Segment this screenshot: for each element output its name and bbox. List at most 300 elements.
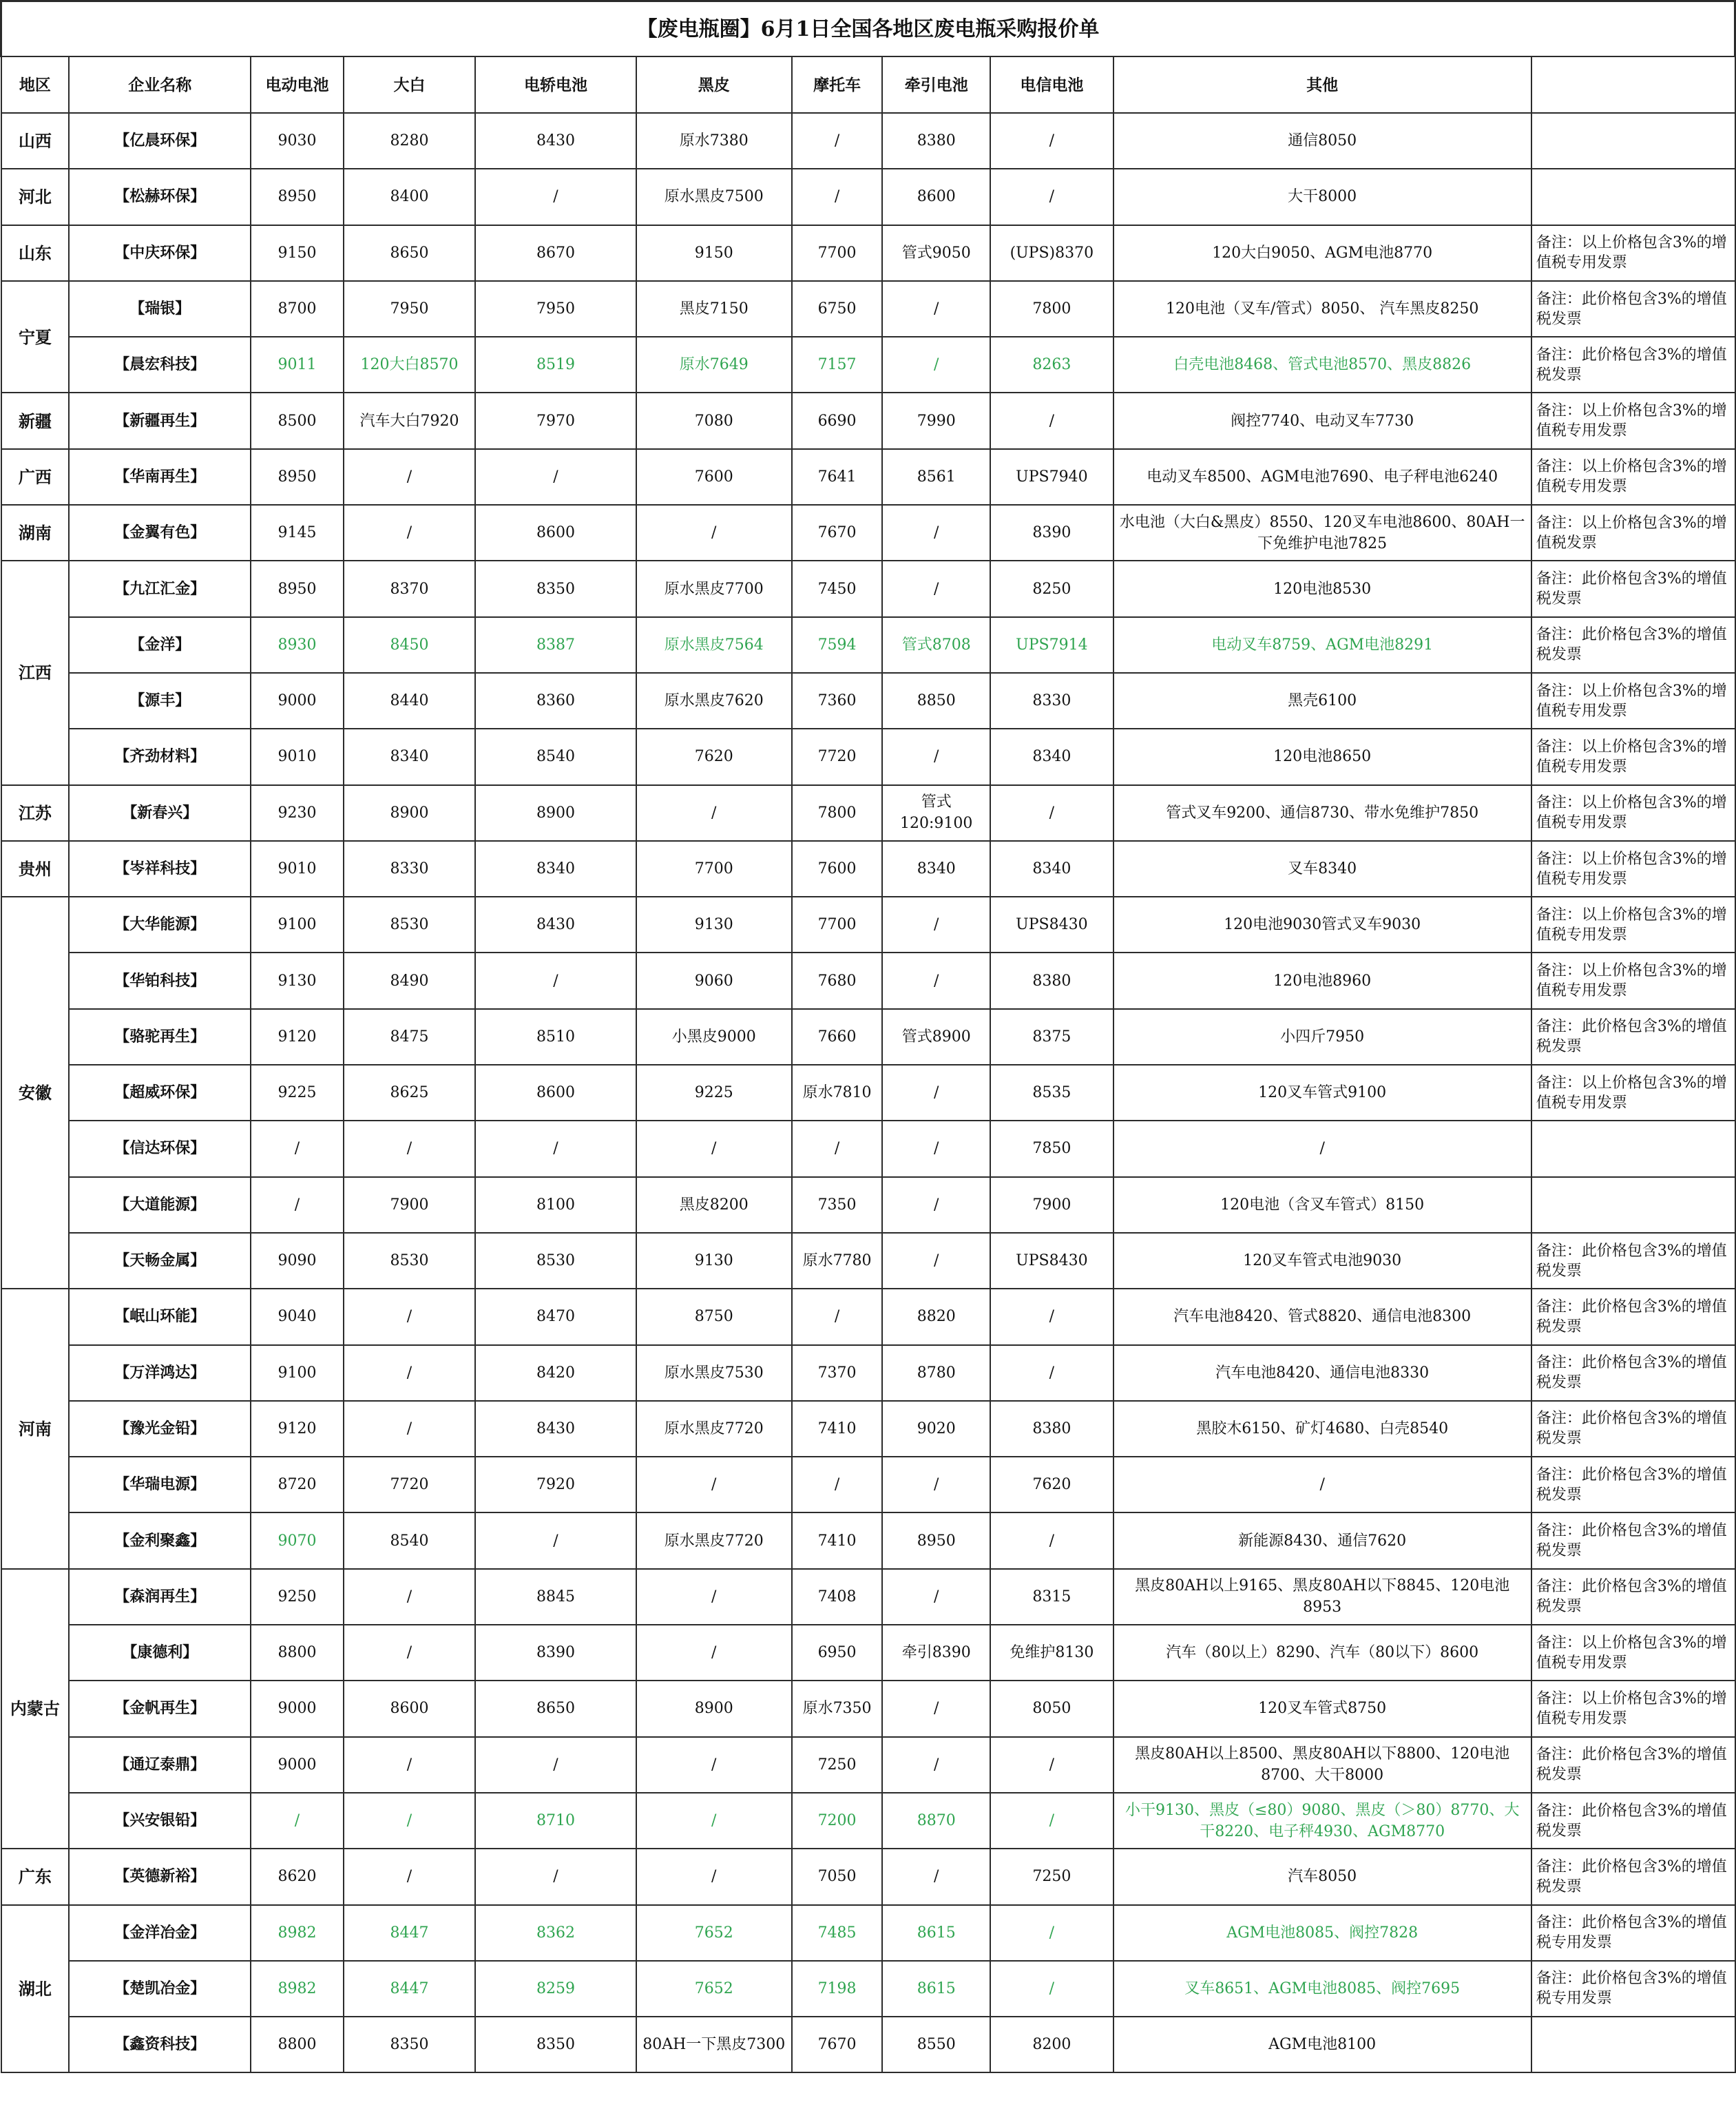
black-case-price: 9150 (636, 225, 792, 281)
car-battery-price: 8470 (475, 1289, 636, 1344)
other-prices: 汽车电池8420、通信电池8330 (1113, 1345, 1531, 1401)
black-case-price: 黑皮7150 (636, 281, 792, 337)
traction-battery-price: / (882, 1233, 990, 1289)
black-case-price: / (636, 1737, 792, 1793)
black-case-price: 原水黑皮7700 (636, 561, 792, 616)
header-other: 其他 (1113, 56, 1531, 113)
traction-battery-price: / (882, 337, 990, 393)
car-battery-price: 8340 (475, 841, 636, 897)
company-name: 【齐劲材料】 (69, 729, 251, 784)
company-name: 【兴安银铅】 (69, 1793, 251, 1849)
company-name: 【金洋冶金】 (69, 1905, 251, 1961)
telecom-battery-price: 8535 (990, 1065, 1113, 1121)
white-case-price: 8490 (344, 953, 476, 1008)
car-battery-price: 8670 (475, 225, 636, 281)
motorcycle-price: 7720 (792, 729, 882, 784)
motorcycle-price: / (792, 113, 882, 169)
car-battery-price: 8259 (475, 1961, 636, 2017)
header-row (1, 56, 1735, 113)
region-cell: 河北 (1, 169, 70, 225)
note: 备注：此价格包含3%的增值税发票 (1531, 337, 1735, 393)
motorcycle-price: 6750 (792, 281, 882, 337)
other-prices: 黑皮80AH以上9165、黑皮80AH以下8845、120电池8953 (1113, 1569, 1531, 1625)
white-case-price: / (344, 1849, 476, 1904)
car-battery-price: / (475, 1512, 636, 1568)
black-case-price: 原水7380 (636, 113, 792, 169)
telecom-battery-price: / (990, 113, 1113, 169)
traction-battery-price: 管式9050 (882, 225, 990, 281)
white-case-price: / (344, 1121, 476, 1176)
table-row (1, 1345, 1735, 1401)
telecom-battery-price: 7850 (990, 1121, 1113, 1176)
note: 备注：以上价格包含3%的增值税专用发票 (1531, 1625, 1735, 1681)
motorcycle-price: 7408 (792, 1569, 882, 1625)
other-prices: 黑壳6100 (1113, 673, 1531, 729)
ev-battery-price: 8982 (251, 1905, 344, 1961)
table-row (1, 617, 1735, 673)
table-row (1, 1457, 1735, 1512)
black-case-price: 原水黑皮7564 (636, 617, 792, 673)
motorcycle-price: 7198 (792, 1961, 882, 2017)
note (1531, 169, 1735, 225)
note (1531, 1121, 1735, 1176)
table-row (1, 897, 1735, 953)
traction-battery-price: / (882, 561, 990, 616)
company-name: 【骆驼再生】 (69, 1009, 251, 1065)
company-name: 【金帆再生】 (69, 1681, 251, 1736)
other-prices: 120电池9030管式叉车9030 (1113, 897, 1531, 953)
black-case-price: 7700 (636, 841, 792, 897)
ev-battery-price: 9100 (251, 1345, 344, 1401)
table-row (1, 1289, 1735, 1344)
region-cell: 江苏 (1, 785, 70, 841)
other-prices: 汽车8050 (1113, 1849, 1531, 1904)
traction-battery-price: / (882, 1121, 990, 1176)
white-case-price: / (344, 505, 476, 561)
white-case-price: / (344, 449, 476, 505)
company-name: 【金利聚鑫】 (69, 1512, 251, 1568)
ev-battery-price: 9150 (251, 225, 344, 281)
ev-battery-price: 9120 (251, 1401, 344, 1457)
ev-battery-price: 8500 (251, 393, 344, 448)
motorcycle-price: 原水7810 (792, 1065, 882, 1121)
car-battery-price: 8845 (475, 1569, 636, 1625)
motorcycle-price: 原水7350 (792, 1681, 882, 1736)
telecom-battery-price: / (990, 1345, 1113, 1401)
motorcycle-price: / (792, 1457, 882, 1512)
header-company: 企业名称 (69, 56, 251, 113)
ev-battery-price: 8950 (251, 561, 344, 616)
car-battery-price: 8510 (475, 1009, 636, 1065)
telecom-battery-price: / (990, 169, 1113, 225)
car-battery-price: 8530 (475, 1233, 636, 1289)
traction-battery-price: 8870 (882, 1793, 990, 1849)
traction-battery-price: / (882, 1457, 990, 1512)
company-name: 【源丰】 (69, 673, 251, 729)
region-cell: 河南 (1, 1289, 70, 1568)
region-cell: 山西 (1, 113, 70, 169)
ev-battery-price: 9145 (251, 505, 344, 561)
company-name: 【岷山环能】 (69, 1289, 251, 1344)
other-prices: 120电池（含叉车管式）8150 (1113, 1177, 1531, 1233)
black-case-price: / (636, 1793, 792, 1849)
header-region: 地区 (1, 56, 70, 113)
company-name: 【晨宏科技】 (69, 337, 251, 393)
car-battery-price: 8390 (475, 1625, 636, 1681)
traction-battery-price: 8820 (882, 1289, 990, 1344)
traction-battery-price: / (882, 897, 990, 953)
traction-battery-price: 管式8900 (882, 1009, 990, 1065)
black-case-price: 原水黑皮7500 (636, 169, 792, 225)
telecom-battery-price: / (990, 1737, 1113, 1793)
note: 备注：以上价格包含3%的增值税发票 (1531, 505, 1735, 561)
ev-battery-price: 8720 (251, 1457, 344, 1512)
other-prices: 小四斤7950 (1113, 1009, 1531, 1065)
header-car-battery: 电轿电池 (475, 56, 636, 113)
table-row (1, 1849, 1735, 1904)
black-case-price: 原水黑皮7720 (636, 1512, 792, 1568)
other-prices: 120叉车管式9100 (1113, 1065, 1531, 1121)
other-prices: 120电池（叉车/管式）8050、 汽车黑皮8250 (1113, 281, 1531, 337)
note: 备注：以上价格包含3%的增值税专用发票 (1531, 841, 1735, 897)
car-battery-price: / (475, 953, 636, 1008)
ev-battery-price: 9040 (251, 1289, 344, 1344)
white-case-price: 120大白8570 (344, 337, 476, 393)
ev-battery-price: 8700 (251, 281, 344, 337)
motorcycle-price: 6690 (792, 393, 882, 448)
ev-battery-price: 8950 (251, 169, 344, 225)
black-case-price: 小黑皮9000 (636, 1009, 792, 1065)
traction-battery-price: 8550 (882, 2017, 990, 2072)
note: 备注：此价格包含3%的增值税发票 (1531, 1793, 1735, 1849)
company-name: 【森润再生】 (69, 1569, 251, 1625)
company-name: 【瑞银】 (69, 281, 251, 337)
car-battery-price: 8100 (475, 1177, 636, 1233)
telecom-battery-price: 8380 (990, 1401, 1113, 1457)
ev-battery-price: 9250 (251, 1569, 344, 1625)
white-case-price: 7900 (344, 1177, 476, 1233)
black-case-price: / (636, 1121, 792, 1176)
telecom-battery-price: 8340 (990, 729, 1113, 784)
table-row (1, 1793, 1735, 1849)
company-name: 【信达环保】 (69, 1121, 251, 1176)
black-case-price: 原水7649 (636, 337, 792, 393)
telecom-battery-price: 8330 (990, 673, 1113, 729)
table-row (1, 225, 1735, 281)
car-battery-price: / (475, 449, 636, 505)
ev-battery-price: 9130 (251, 953, 344, 1008)
ev-battery-price: 9120 (251, 1009, 344, 1065)
black-case-price: 8900 (636, 1681, 792, 1736)
table-row (1, 281, 1735, 337)
traction-battery-price: 8340 (882, 841, 990, 897)
ev-battery-price: 9225 (251, 1065, 344, 1121)
table-row (1, 841, 1735, 897)
table-row (1, 337, 1735, 393)
traction-battery-price: / (882, 1065, 990, 1121)
ev-battery-price: 9230 (251, 785, 344, 841)
car-battery-price: 8350 (475, 561, 636, 616)
traction-battery-price: / (882, 505, 990, 561)
telecom-battery-price: / (990, 393, 1113, 448)
ev-battery-price: / (251, 1177, 344, 1233)
company-name: 【康德利】 (69, 1625, 251, 1681)
ev-battery-price: 9070 (251, 1512, 344, 1568)
other-prices: 电动叉车8500、AGM电池7690、电子秤电池6240 (1113, 449, 1531, 505)
other-prices: 叉车8651、AGM电池8085、阀控7695 (1113, 1961, 1531, 2017)
black-case-price: / (636, 1849, 792, 1904)
car-battery-price: 7920 (475, 1457, 636, 1512)
telecom-battery-price: / (990, 1289, 1113, 1344)
white-case-price: 7950 (344, 281, 476, 337)
other-prices: 阀控7740、电动叉车7730 (1113, 393, 1531, 448)
telecom-battery-price: 7250 (990, 1849, 1113, 1904)
car-battery-price: 8420 (475, 1345, 636, 1401)
motorcycle-price: 7450 (792, 561, 882, 616)
telecom-battery-price: UPS8430 (990, 897, 1113, 953)
traction-battery-price: / (882, 1681, 990, 1736)
company-name: 【新疆再生】 (69, 393, 251, 448)
white-case-price: 8900 (344, 785, 476, 841)
black-case-price: 7620 (636, 729, 792, 784)
region-cell: 山东 (1, 225, 70, 281)
white-case-price: 8600 (344, 1681, 476, 1736)
traction-battery-price: 8950 (882, 1512, 990, 1568)
other-prices: 小干9130、黑皮（≤80）9080、黑皮（＞80）8770、大干8220、电子秤4930、AGM8770 (1113, 1793, 1531, 1849)
traction-battery-price: 7990 (882, 393, 990, 448)
region-cell: 湖北 (1, 1905, 70, 2073)
black-case-price: 原水黑皮7620 (636, 673, 792, 729)
note: 备注：此价格包含3%的增值税发票 (1531, 1009, 1735, 1065)
motorcycle-price: 7250 (792, 1737, 882, 1793)
telecom-battery-price: UPS7914 (990, 617, 1113, 673)
telecom-battery-price: 8380 (990, 953, 1113, 1008)
black-case-price: / (636, 785, 792, 841)
black-case-price: 9225 (636, 1065, 792, 1121)
ev-battery-price: 9100 (251, 897, 344, 953)
motorcycle-price: 7360 (792, 673, 882, 729)
company-name: 【超威环保】 (69, 1065, 251, 1121)
table-row (1, 1009, 1735, 1065)
white-case-price: / (344, 1737, 476, 1793)
ev-battery-price: 8950 (251, 449, 344, 505)
note (1531, 1177, 1735, 1233)
car-battery-price: 8600 (475, 1065, 636, 1121)
note: 备注：此价格包含3%的增值税发票 (1531, 1289, 1735, 1344)
telecom-battery-price: UPS7940 (990, 449, 1113, 505)
table-row (1, 1121, 1735, 1176)
white-case-price: 8540 (344, 1512, 476, 1568)
header-white-case: 大白 (344, 56, 476, 113)
telecom-battery-price: / (990, 1961, 1113, 2017)
table-row (1, 953, 1735, 1008)
ev-battery-price: 8982 (251, 1961, 344, 2017)
note: 备注：以上价格包含3%的增值税专用发票 (1531, 897, 1735, 953)
traction-battery-price: / (882, 1569, 990, 1625)
motorcycle-price: / (792, 1121, 882, 1176)
note: 备注：此价格包含3%的增值税发票 (1531, 281, 1735, 337)
traction-battery-price: 8380 (882, 113, 990, 169)
traction-battery-price: / (882, 729, 990, 784)
telecom-battery-price: UPS8430 (990, 1233, 1113, 1289)
note: 备注：此价格包含3%的增值税专用发票 (1531, 1961, 1735, 2017)
motorcycle-price: 7670 (792, 2017, 882, 2072)
white-case-price: / (344, 1345, 476, 1401)
motorcycle-price: 原水7780 (792, 1233, 882, 1289)
white-case-price: / (344, 1401, 476, 1457)
white-case-price: 8625 (344, 1065, 476, 1121)
traction-battery-price: 8850 (882, 673, 990, 729)
note: 备注：以上价格包含3%的增值税专用发票 (1531, 1681, 1735, 1736)
company-name: 【鑫资科技】 (69, 2017, 251, 2072)
motorcycle-price: 7670 (792, 505, 882, 561)
telecom-battery-price: 免维护8130 (990, 1625, 1113, 1681)
company-name: 【金洋】 (69, 617, 251, 673)
ev-battery-price: 8620 (251, 1849, 344, 1904)
other-prices: 黑胶木6150、矿灯4680、白壳8540 (1113, 1401, 1531, 1457)
region-cell: 安徽 (1, 897, 70, 1289)
motorcycle-price: 7680 (792, 953, 882, 1008)
table-row (1, 1233, 1735, 1289)
traction-battery-price: 9020 (882, 1401, 990, 1457)
telecom-battery-price: 8340 (990, 841, 1113, 897)
motorcycle-price: 7800 (792, 785, 882, 841)
note: 备注：以上价格包含3%的增值税专用发票 (1531, 953, 1735, 1008)
note: 备注：此价格包含3%的增值税发票 (1531, 1512, 1735, 1568)
ev-battery-price: 9030 (251, 113, 344, 169)
company-name: 【中庆环保】 (69, 225, 251, 281)
ev-battery-price: 8930 (251, 617, 344, 673)
white-case-price: 8330 (344, 841, 476, 897)
car-battery-price: 7970 (475, 393, 636, 448)
traction-battery-price: 8780 (882, 1345, 990, 1401)
other-prices: 120电池8530 (1113, 561, 1531, 616)
company-name: 【金翼有色】 (69, 505, 251, 561)
black-case-price: 原水黑皮7530 (636, 1345, 792, 1401)
telecom-battery-price: / (990, 1793, 1113, 1849)
note: 备注：此价格包含3%的增值税专用发票 (1531, 1905, 1735, 1961)
telecom-battery-price: 8250 (990, 561, 1113, 616)
telecom-battery-price: 8200 (990, 2017, 1113, 2072)
traction-battery-price: 8600 (882, 169, 990, 225)
page-title: 【废电瓶圈】6月1日全国各地区废电瓶采购报价单 (1, 1, 1735, 57)
telecom-battery-price: 8375 (990, 1009, 1113, 1065)
black-case-price: 7652 (636, 1905, 792, 1961)
other-prices: 新能源8430、通信7620 (1113, 1512, 1531, 1568)
motorcycle-price: / (792, 169, 882, 225)
header-black-case: 黑皮 (636, 56, 792, 113)
region-cell: 新疆 (1, 393, 70, 448)
white-case-price: 8370 (344, 561, 476, 616)
other-prices: AGM电池8085、阀控7828 (1113, 1905, 1531, 1961)
car-battery-price: 8519 (475, 337, 636, 393)
traction-battery-price: / (882, 281, 990, 337)
ev-battery-price: 8800 (251, 2017, 344, 2072)
table-row (1, 673, 1735, 729)
telecom-battery-price: 8263 (990, 337, 1113, 393)
company-name: 【九江汇金】 (69, 561, 251, 616)
ev-battery-price: 9000 (251, 1681, 344, 1736)
white-case-price: / (344, 1289, 476, 1344)
table-row (1, 1569, 1735, 1625)
car-battery-price: / (475, 169, 636, 225)
company-name: 【英德新裕】 (69, 1849, 251, 1904)
telecom-battery-price: 7900 (990, 1177, 1113, 1233)
white-case-price: 8650 (344, 225, 476, 281)
black-case-price: / (636, 1569, 792, 1625)
table-row (1, 1961, 1735, 2017)
white-case-price: 8530 (344, 1233, 476, 1289)
other-prices: 管式叉车9200、通信8730、带水免维护7850 (1113, 785, 1531, 841)
company-name: 【新春兴】 (69, 785, 251, 841)
company-name: 【万洋鸿达】 (69, 1345, 251, 1401)
car-battery-price: 7950 (475, 281, 636, 337)
black-case-price: 9130 (636, 897, 792, 953)
header-motorcycle: 摩托车 (792, 56, 882, 113)
ev-battery-price: 9010 (251, 841, 344, 897)
region-cell: 湖南 (1, 505, 70, 561)
motorcycle-price: / (792, 1289, 882, 1344)
traction-battery-price: / (882, 953, 990, 1008)
motorcycle-price: 7641 (792, 449, 882, 505)
black-case-price: 9060 (636, 953, 792, 1008)
other-prices: 黑皮80AH以上8500、黑皮80AH以下8800、120电池8700、大干8000 (1113, 1737, 1531, 1793)
black-case-price: 7600 (636, 449, 792, 505)
note: 备注：此价格包含3%的增值税发票 (1531, 1345, 1735, 1401)
motorcycle-price: 7050 (792, 1849, 882, 1904)
telecom-battery-price: / (990, 785, 1113, 841)
company-name: 【华铂科技】 (69, 953, 251, 1008)
table-row (1, 169, 1735, 225)
other-prices: 电动叉车8759、AGM电池8291 (1113, 617, 1531, 673)
white-case-price: 8400 (344, 169, 476, 225)
region-cell: 江西 (1, 561, 70, 784)
ev-battery-price: 9000 (251, 673, 344, 729)
black-case-price: 8750 (636, 1289, 792, 1344)
traction-battery-price: 管式120:9100 (882, 785, 990, 841)
other-prices: 水电池（大白&黑皮）8550、120叉车电池8600、80AH一下免维护电池7825 (1113, 505, 1531, 561)
white-case-price: 8447 (344, 1961, 476, 2017)
company-name: 【楚凯冶金】 (69, 1961, 251, 2017)
motorcycle-price: 7410 (792, 1512, 882, 1568)
table-row (1, 785, 1735, 841)
company-name: 【亿晨环保】 (69, 113, 251, 169)
note (1531, 2017, 1735, 2072)
company-name: 【岑祥科技】 (69, 841, 251, 897)
telecom-battery-price: / (990, 1905, 1113, 1961)
traction-battery-price: 牵引8390 (882, 1625, 990, 1681)
black-case-price: 黑皮8200 (636, 1177, 792, 1233)
black-case-price: 原水黑皮7720 (636, 1401, 792, 1457)
car-battery-price: 8362 (475, 1905, 636, 1961)
telecom-battery-price: / (990, 1512, 1113, 1568)
table-row (1, 1737, 1735, 1793)
motorcycle-price: 7594 (792, 617, 882, 673)
white-case-price: 8450 (344, 617, 476, 673)
note: 备注：此价格包含3%的增值税发票 (1531, 617, 1735, 673)
traction-battery-price: / (882, 1849, 990, 1904)
telecom-battery-price: 8315 (990, 1569, 1113, 1625)
note: 备注：以上价格包含3%的增值税专用发票 (1531, 449, 1735, 505)
other-prices: 汽车（80以上）8290、汽车（80以下）8600 (1113, 1625, 1531, 1681)
white-case-price: 7720 (344, 1457, 476, 1512)
other-prices: 120叉车管式8750 (1113, 1681, 1531, 1736)
black-case-price: / (636, 505, 792, 561)
table-row (1, 1065, 1735, 1121)
telecom-battery-price: 8390 (990, 505, 1113, 561)
table-row (1, 1512, 1735, 1568)
ev-battery-price: 9090 (251, 1233, 344, 1289)
